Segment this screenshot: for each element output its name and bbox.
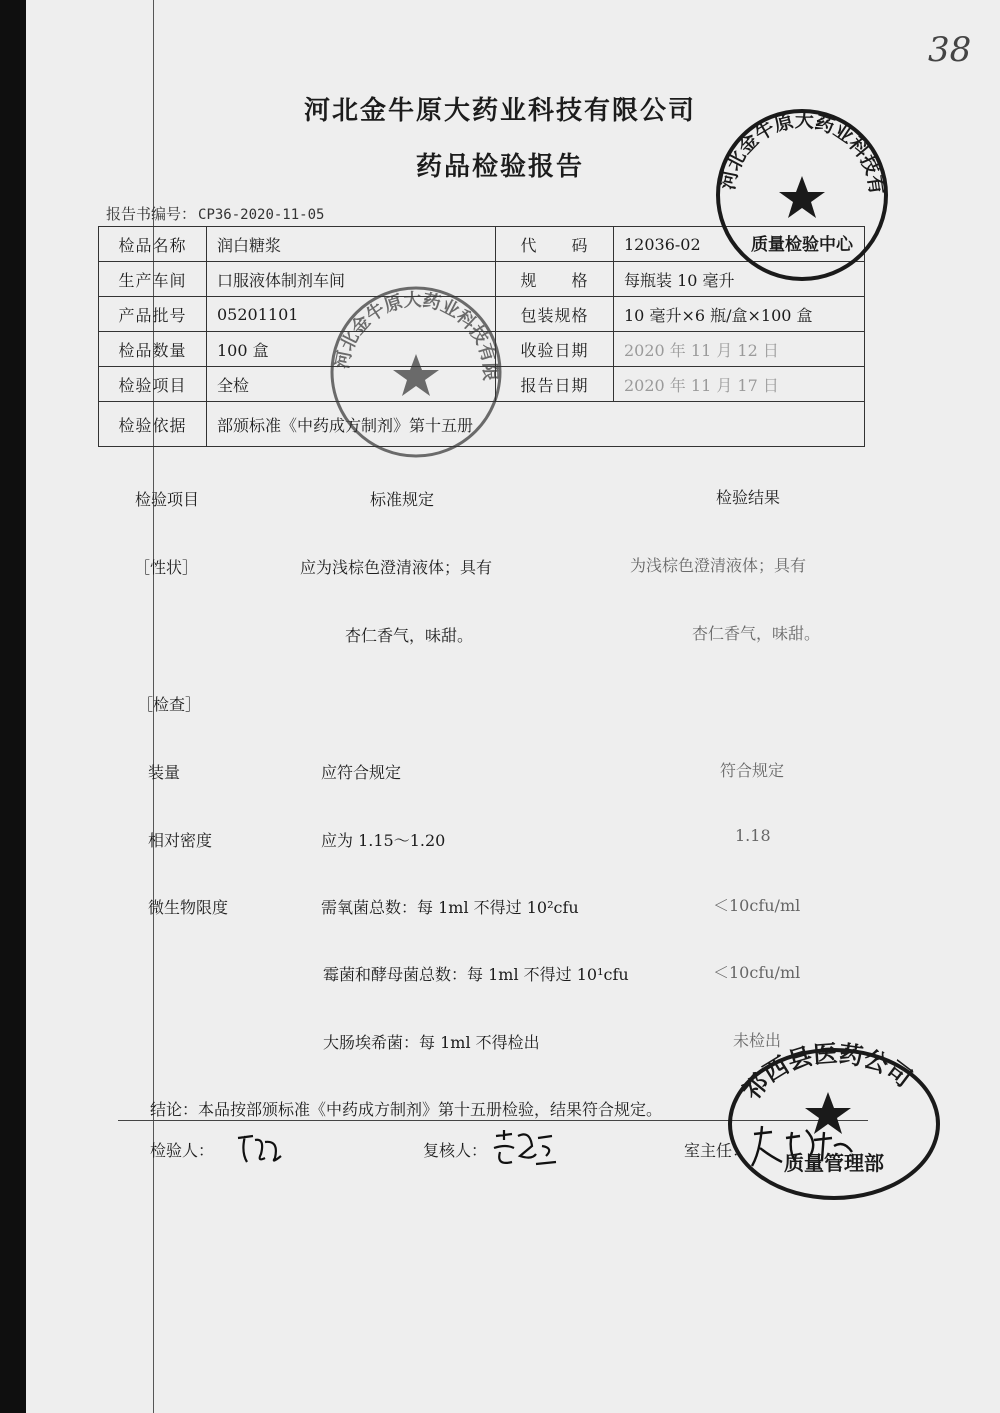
test-result: 符合规定 bbox=[720, 761, 785, 780]
receive-date-value: 2020 年 11 月 12 日 bbox=[614, 332, 865, 367]
pack-label: 包装规格 bbox=[496, 297, 614, 332]
reviewer-label: 复核人： bbox=[423, 1141, 488, 1160]
director-label: 室主任： bbox=[684, 1141, 749, 1160]
svg-text:祁西县医药公司 bbox=[738, 1042, 917, 1105]
company-stamp-text: 河北金牛原大药业科技有 bbox=[716, 109, 888, 196]
report-number-value: CP36-2020-11-05 bbox=[198, 207, 325, 223]
middle-stamp-text: 河北金牛原大药业科技有限 bbox=[331, 289, 501, 382]
report-number bbox=[106, 203, 324, 224]
table-row bbox=[99, 262, 865, 297]
quantity-label: 检品数量 bbox=[99, 332, 207, 367]
column-header-item: 检验项目 bbox=[135, 490, 200, 509]
table-row bbox=[99, 297, 865, 332]
basis-label: 检验依据 bbox=[99, 402, 207, 447]
divider bbox=[118, 1120, 868, 1121]
workshop-label: 生产车间 bbox=[99, 262, 207, 297]
test-result: 未检出 bbox=[733, 1031, 782, 1050]
report-date-value: 2020 年 11 月 17 日 bbox=[614, 367, 865, 402]
scan-edge bbox=[0, 0, 26, 1413]
company-stamp-subtext: 质量检验中心 bbox=[751, 235, 853, 255]
table-row bbox=[99, 367, 865, 402]
character-standard-line2: 杏仁香气，味甜。 bbox=[345, 626, 474, 645]
character-result-line1: 为浅棕色澄清液体；具有 bbox=[630, 556, 807, 575]
test-result: ＜10cfu/ml bbox=[713, 896, 801, 915]
character-standard-line1: 应为浅棕色澄清液体；具有 bbox=[300, 558, 493, 577]
test-standard: 应为 1.15～1.20 bbox=[321, 831, 446, 850]
check-label: ［检查］ bbox=[137, 695, 202, 714]
batch-value: 05201101 bbox=[207, 297, 496, 332]
director-signature bbox=[748, 1122, 858, 1179]
name-value: 润白糖浆 bbox=[207, 227, 496, 262]
table-row bbox=[99, 227, 865, 262]
test-name: 装量 bbox=[148, 763, 181, 782]
test-standard: 霉菌和酵母菌总数：每 1ml 不得过 10¹cfu bbox=[323, 965, 629, 984]
test-name: 相对密度 bbox=[148, 831, 213, 850]
column-header-standard: 标准规定 bbox=[370, 490, 435, 509]
workshop-value: 口服液体制剂车间 bbox=[207, 262, 496, 297]
name-label: 检品名称 bbox=[99, 227, 207, 262]
test-item-value: 全检 bbox=[207, 367, 496, 402]
company-name: 河北金牛原大药业科技有限公司 bbox=[303, 96, 696, 126]
spec-value: 每瓶装 10 毫升 bbox=[614, 262, 865, 297]
basis-value: 部颁标准《中药成方制剂》第十五册 bbox=[207, 402, 865, 447]
test-standard: 应符合规定 bbox=[321, 763, 402, 782]
bottom-stamp-subtext: 质量管理部 bbox=[784, 1151, 884, 1175]
test-result: ＜10cfu/ml bbox=[713, 963, 801, 982]
test-item-label: 检验项目 bbox=[99, 367, 207, 402]
report-number-label: 报告书编号： bbox=[106, 205, 197, 223]
document-title: 药品检验报告 bbox=[415, 152, 584, 182]
product-info-table bbox=[98, 226, 865, 447]
conclusion: 结论：本品按部颁标准《中药成方制剂》第十五册检验，结果符合规定。 bbox=[150, 1100, 663, 1119]
code-label: 代 码 bbox=[496, 227, 614, 262]
pack-value: 10 毫升×6 瓶/盒×100 盒 bbox=[614, 297, 865, 332]
table-row bbox=[99, 332, 865, 367]
character-label: ［性状］ bbox=[134, 558, 199, 577]
table-row bbox=[99, 402, 865, 447]
spec-label: 规 格 bbox=[496, 262, 614, 297]
test-standard: 需氧菌总数：每 1ml 不得过 10²cfu bbox=[321, 898, 579, 917]
page-number: 38 bbox=[928, 30, 972, 70]
report-date-label: 报告日期 bbox=[496, 367, 614, 402]
quantity-value: 100 盒 bbox=[207, 332, 496, 367]
receive-date-label: 收验日期 bbox=[496, 332, 614, 367]
inspector-signature bbox=[235, 1128, 285, 1175]
code-value: 12036-02 bbox=[614, 227, 865, 262]
character-result-line2: 杏仁香气，味甜。 bbox=[692, 624, 821, 643]
test-standard: 大肠埃希菌：每 1ml 不得检出 bbox=[323, 1033, 540, 1052]
inspector-label: 检验人： bbox=[150, 1141, 215, 1160]
batch-label: 产品批号 bbox=[99, 297, 207, 332]
column-header-result: 检验结果 bbox=[716, 488, 781, 507]
reviewer-signature bbox=[492, 1126, 558, 1177]
test-name: 微生物限度 bbox=[148, 898, 229, 917]
test-result: 1.18 bbox=[735, 826, 771, 845]
bottom-stamp-text: 祁西县医药公司 bbox=[737, 1042, 917, 1105]
